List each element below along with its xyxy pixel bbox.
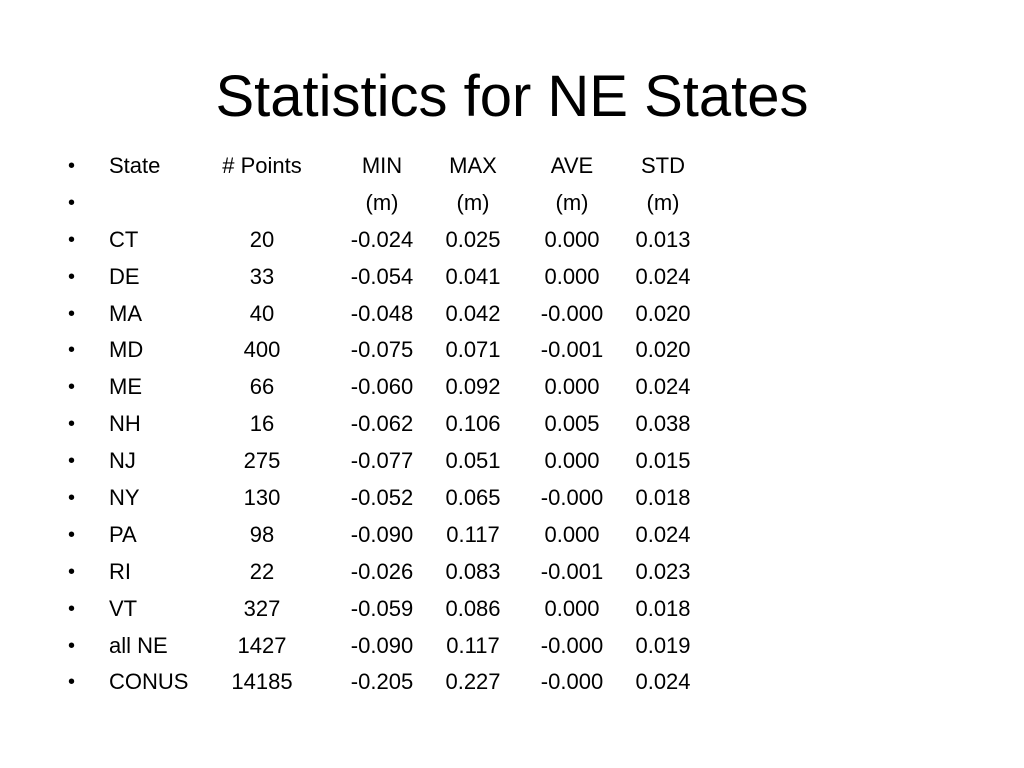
state-cell: PA — [109, 521, 137, 547]
bullet-icon: • — [68, 302, 76, 325]
ave-cell: -0.000 — [540, 632, 604, 658]
std-cell: 0.020 — [635, 300, 691, 326]
max-cell: 0.227 — [445, 669, 501, 695]
table-row — [0, 222, 1024, 259]
min-cell: -0.075 — [350, 337, 414, 363]
max-cell: (m) — [456, 189, 490, 215]
ave-cell: -0.000 — [540, 485, 604, 511]
table-row — [0, 480, 1024, 517]
ave-cell: 0.000 — [544, 226, 600, 252]
bullet-icon: • — [68, 265, 76, 288]
min-cell: -0.062 — [350, 411, 414, 437]
min-cell: -0.052 — [350, 485, 414, 511]
state-cell: State — [109, 153, 161, 178]
table-row — [0, 628, 1024, 665]
max-cell: 0.051 — [445, 448, 501, 474]
state-cell: CT — [109, 226, 139, 252]
std-cell: 0.018 — [635, 595, 691, 621]
std-cell: 0.023 — [635, 558, 691, 584]
max-cell: 0.117 — [446, 632, 500, 658]
ave-cell: (m) — [555, 189, 589, 215]
bullet-icon: • — [68, 228, 76, 251]
points-cell: # Points — [222, 153, 302, 178]
max-cell: 0.106 — [445, 411, 501, 437]
max-cell: 0.065 — [445, 485, 501, 511]
points-cell: 327 — [243, 595, 281, 621]
state-cell: NY — [109, 485, 140, 511]
header-row — [0, 148, 1024, 185]
min-cell: MIN — [361, 153, 403, 178]
max-cell: 0.117 — [446, 521, 500, 547]
min-cell: -0.026 — [350, 558, 414, 584]
points-cell: 14185 — [231, 669, 293, 695]
bullet-icon: • — [68, 450, 76, 473]
max-cell: 0.071 — [445, 337, 501, 363]
min-cell: -0.060 — [350, 374, 414, 400]
min-cell: (m) — [365, 189, 399, 215]
table-row — [0, 369, 1024, 406]
min-cell: -0.024 — [350, 226, 414, 252]
max-cell: MAX — [449, 153, 497, 178]
state-cell: MD — [109, 337, 144, 363]
max-cell: 0.041 — [445, 263, 501, 289]
table-row — [0, 296, 1024, 333]
ave-cell: 0.000 — [544, 595, 600, 621]
bullet-icon: • — [68, 376, 76, 399]
table-row — [0, 517, 1024, 554]
ave-cell: AVE — [550, 153, 594, 178]
std-cell: 0.024 — [635, 263, 691, 289]
state-cell: RI — [109, 558, 131, 584]
std-cell: 0.024 — [635, 521, 691, 547]
points-cell: 20 — [249, 226, 275, 252]
bullet-icon: • — [68, 339, 76, 362]
state-cell: VT — [109, 595, 138, 621]
ave-cell: -0.001 — [540, 558, 604, 584]
std-cell: 0.024 — [635, 669, 691, 695]
min-cell: -0.059 — [350, 595, 414, 621]
units-row — [0, 185, 1024, 222]
state-cell: NJ — [109, 448, 136, 474]
max-cell: 0.086 — [445, 595, 501, 621]
bullet-icon: • — [68, 671, 76, 694]
min-cell: -0.090 — [350, 632, 414, 658]
bullet-icon: • — [68, 597, 76, 620]
ave-cell: 0.000 — [544, 521, 600, 547]
max-cell: 0.092 — [445, 374, 501, 400]
points-cell: 33 — [249, 263, 275, 289]
ave-cell: -0.001 — [540, 337, 604, 363]
bullet-icon: • — [68, 155, 76, 177]
statistics-bullet-list — [0, 148, 1024, 701]
ave-cell: 0.000 — [544, 374, 600, 400]
ave-cell: 0.000 — [544, 448, 600, 474]
state-cell: all NE — [109, 632, 168, 658]
points-cell: 130 — [243, 485, 281, 511]
table-row — [0, 406, 1024, 443]
points-cell: 66 — [249, 374, 275, 400]
std-cell: 0.024 — [635, 374, 691, 400]
bullet-icon: • — [68, 634, 76, 657]
table-row — [0, 332, 1024, 369]
points-cell: 22 — [249, 558, 275, 584]
std-cell: 0.013 — [635, 226, 691, 252]
ave-cell: 0.005 — [544, 411, 600, 437]
bullet-icon: • — [68, 191, 76, 214]
min-cell: -0.205 — [350, 669, 414, 695]
std-cell: 0.015 — [635, 448, 691, 474]
std-cell: 0.019 — [635, 632, 691, 658]
table-row — [0, 259, 1024, 296]
state-cell: MA — [109, 300, 142, 326]
points-cell: 1427 — [237, 632, 287, 658]
min-cell: -0.054 — [350, 263, 414, 289]
std-cell: 0.038 — [635, 411, 691, 437]
slide-title: Statistics for NE States — [215, 64, 809, 129]
max-cell: 0.083 — [445, 558, 501, 584]
min-cell: -0.048 — [350, 300, 414, 326]
bullet-icon: • — [68, 413, 76, 436]
table-row — [0, 443, 1024, 480]
std-cell: 0.018 — [635, 485, 691, 511]
std-cell: 0.020 — [635, 337, 691, 363]
min-cell: -0.077 — [350, 448, 414, 474]
points-cell: 275 — [243, 448, 281, 474]
bullet-icon: • — [68, 487, 76, 510]
table-row — [0, 591, 1024, 628]
state-cell: CONUS — [109, 669, 189, 695]
state-cell: NH — [109, 411, 141, 437]
ave-cell: -0.000 — [540, 300, 604, 326]
std-cell: STD — [641, 153, 685, 178]
table-row — [0, 554, 1024, 591]
ave-cell: 0.000 — [544, 263, 600, 289]
points-cell: 98 — [249, 521, 275, 547]
state-cell: DE — [109, 263, 140, 289]
table-row — [0, 664, 1024, 701]
state-cell: ME — [109, 374, 142, 400]
std-cell: (m) — [646, 189, 680, 215]
max-cell: 0.025 — [445, 226, 501, 252]
bullet-icon: • — [68, 560, 76, 583]
min-cell: -0.090 — [350, 521, 414, 547]
max-cell: 0.042 — [445, 300, 501, 326]
points-cell: 40 — [249, 300, 275, 326]
bullet-icon: • — [68, 523, 76, 546]
points-cell: 400 — [243, 337, 281, 363]
ave-cell: -0.000 — [540, 669, 604, 695]
points-cell: 16 — [249, 411, 275, 437]
